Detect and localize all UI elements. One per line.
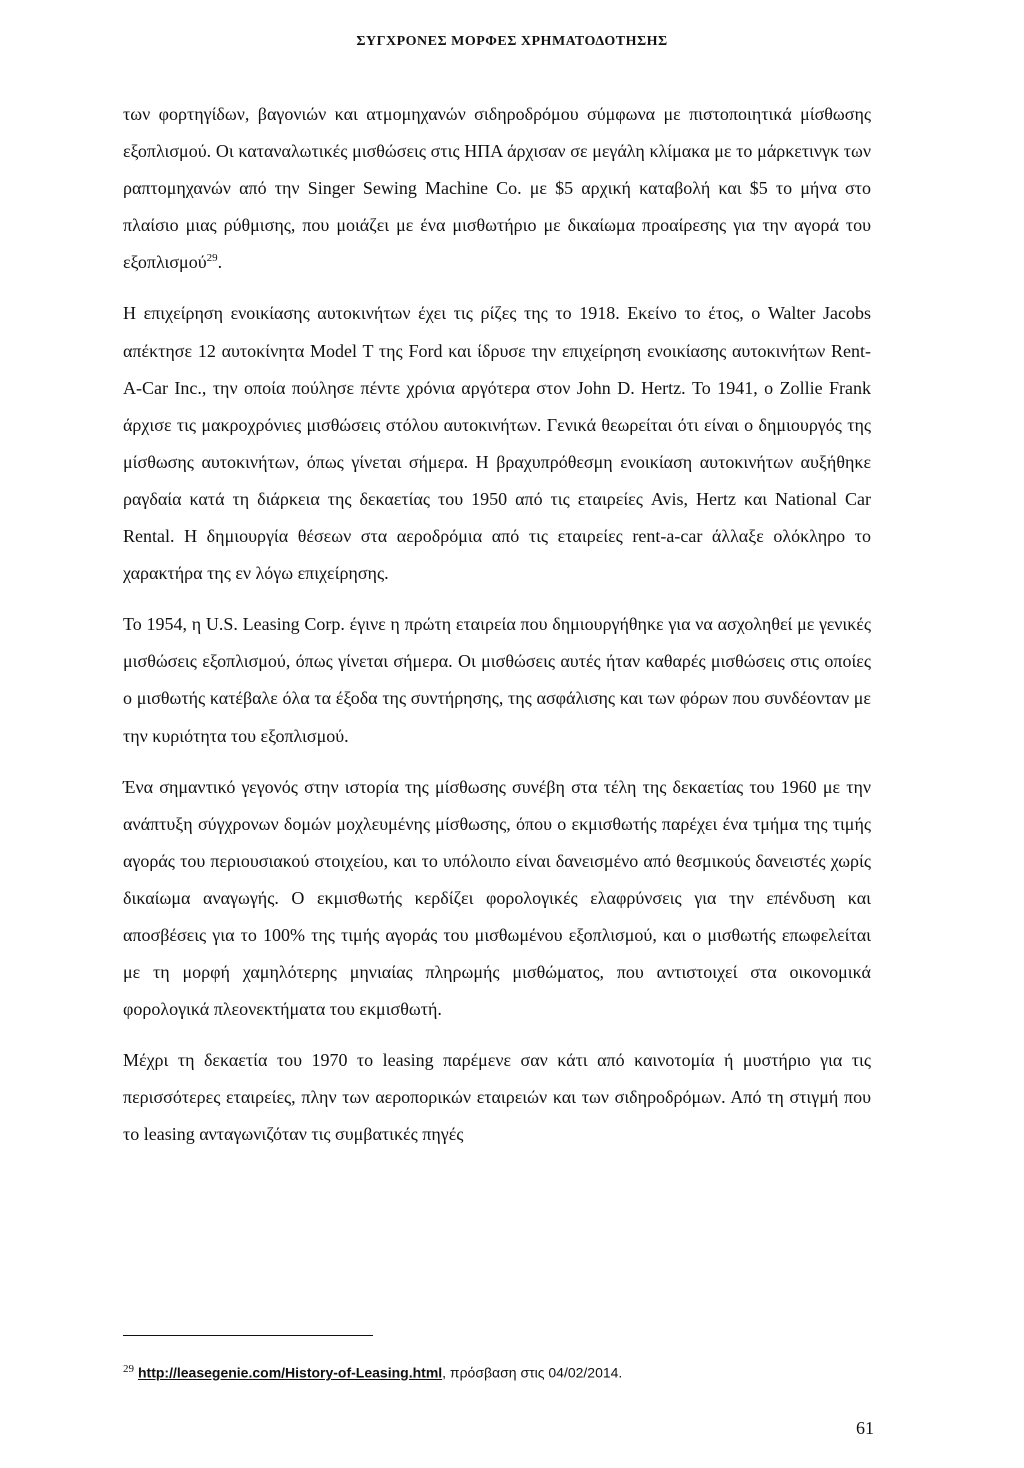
- footnote-text: , πρόσβαση στις 04/02/2014.: [442, 1364, 623, 1381]
- paragraph-1-text: των φορτηγίδων, βαγονιών και ατμομηχανών σιδηροδρόμου σύμφωνα με πιστοποιητικά μίσθωσης εξοπλισμού. Οι καταναλωτικές μισθώσεις στις ΗΠΑ άρχισαν σε μεγάλη κλίμακα με το μάρκετινγκ των ραπτομηχανών από την Singer Sewing Machine Co. με $5 αρχική καταβολή και $5 το μήνα στο πλαίσιο μιας ρύθμισης, που μοιάζει με ένα μισθωτήριο με δικαίωμα προαίρεσης για την αγορά του εξοπλισμού: [123, 104, 871, 273]
- paragraph-4: Ένα σημαντικό γεγονός στην ιστορία της μίσθωσης συνέβη στα τέλη της δεκαετίας του 1960 με την ανάπτυξη σύγχρονων δομών μοχλευμένης μίσθωσης, όπου ο εκμισθωτής παρέχει ένα τμήμα της τιμής αγοράς του περιουσιακού στοιχείου, και το υπόλοιπο είναι δανεισμένο από θεσμικούς δανειστές χωρίς δικαίωμα αναγωγής. Ο εκμισθωτής κερδίζει φορολογικές ελαφρύνσεις για την επένδυση και αποσβέσεις για το 100% της τιμής αγοράς του μισθωμένου εξοπλισμού, και ο μισθωτής επωφελείται με τη μορφή χαμηλότερης μηνιαίας πληρωμής μισθώματος, που αντιστοιχεί στα οικονομικά φορολογικά πλεονεκτήματα του εκμισθωτή.: [123, 776, 871, 1020]
- footnote-number: 29: [123, 1363, 134, 1375]
- footnote-reference[interactable]: 29: [206, 252, 218, 265]
- footnote-link[interactable]: http://leasegenie.com/History-of-Leasing.html: [138, 1364, 443, 1381]
- paragraph-2: Η επιχείρηση ενοικίασης αυτοκινήτων έχει τις ρίζες της το 1918. Εκείνο το έτος, ο Walter Jacobs απέκτησε 12 αυτοκίνητα Model T της Ford και ίδρυσε την επιχείρηση ενοικίασης αυτοκινήτων Rent-A-Car Inc., την οποία πούλησε πέντε χρόνια αργότερα στον John D. Hertz. Το 1941, ο Zollie Frank άρχισε τις μακροχρόνιες μισθώσεις στόλου αυτοκινήτων. Γενικά θεωρείται ότι είναι ο δημιουργός της μίσθωσης αυτοκινήτων, όπως γίνεται σήμερα. Η βραχυπρόθεσμη ενοικίαση αυτοκινήτων αυξήθηκε ραγδαία κατά τη διάρκεια της δεκαετίας του 1950 από τις εταιρείες Avis, Hertz και National Car Rental. Η δημιουργία θέσεων στα αεροδρόμια από τις εταιρείες rent-a-car άλλαξε ολόκληρο το χαρακτήρα της εν λόγω επιχείρησης.: [123, 303, 871, 584]
- footnote: [123, 1363, 622, 1381]
- page-number: 61: [856, 1418, 874, 1438]
- footnote-separator: [123, 1335, 373, 1336]
- paragraph-1: [123, 96, 871, 281]
- running-title: ΣΥΓΧΡΟΝΕΣ ΜΟΡΦΕΣ ΧΡΗΜΑΤΟΔΟΤΗΣΗΣ: [356, 34, 668, 49]
- paragraph-3: Το 1954, η U.S. Leasing Corp. έγινε η πρώτη εταιρεία που δημιουργήθηκε για να ασχοληθεί με γενικές μισθώσεις εξοπλισμού, όπως γίνεται σήμερα. Οι μισθώσεις αυτές ήταν καθαρές μισθώσεις στις οποίες ο μισθωτής κατέβαλε όλα τα έξοδα της συντήρησης, της ασφάλισης και των φόρων που συνδέονταν με την κυριότητα του εξοπλισμού.: [123, 614, 871, 746]
- paragraph-5: Μέχρι τη δεκαετία του 1970 το leasing παρέμενε σαν κάτι από καινοτομία ή μυστήριο για τις περισσότερες εταιρείες, πλην των αεροπορικών εταιρειών και των σιδηροδρόμων. Από τη στιγμή που το leasing ανταγωνιζόταν τις συμβατικές πηγές: [123, 1050, 871, 1145]
- paragraph-1-end: .: [217, 252, 223, 273]
- body-text: [123, 96, 871, 1168]
